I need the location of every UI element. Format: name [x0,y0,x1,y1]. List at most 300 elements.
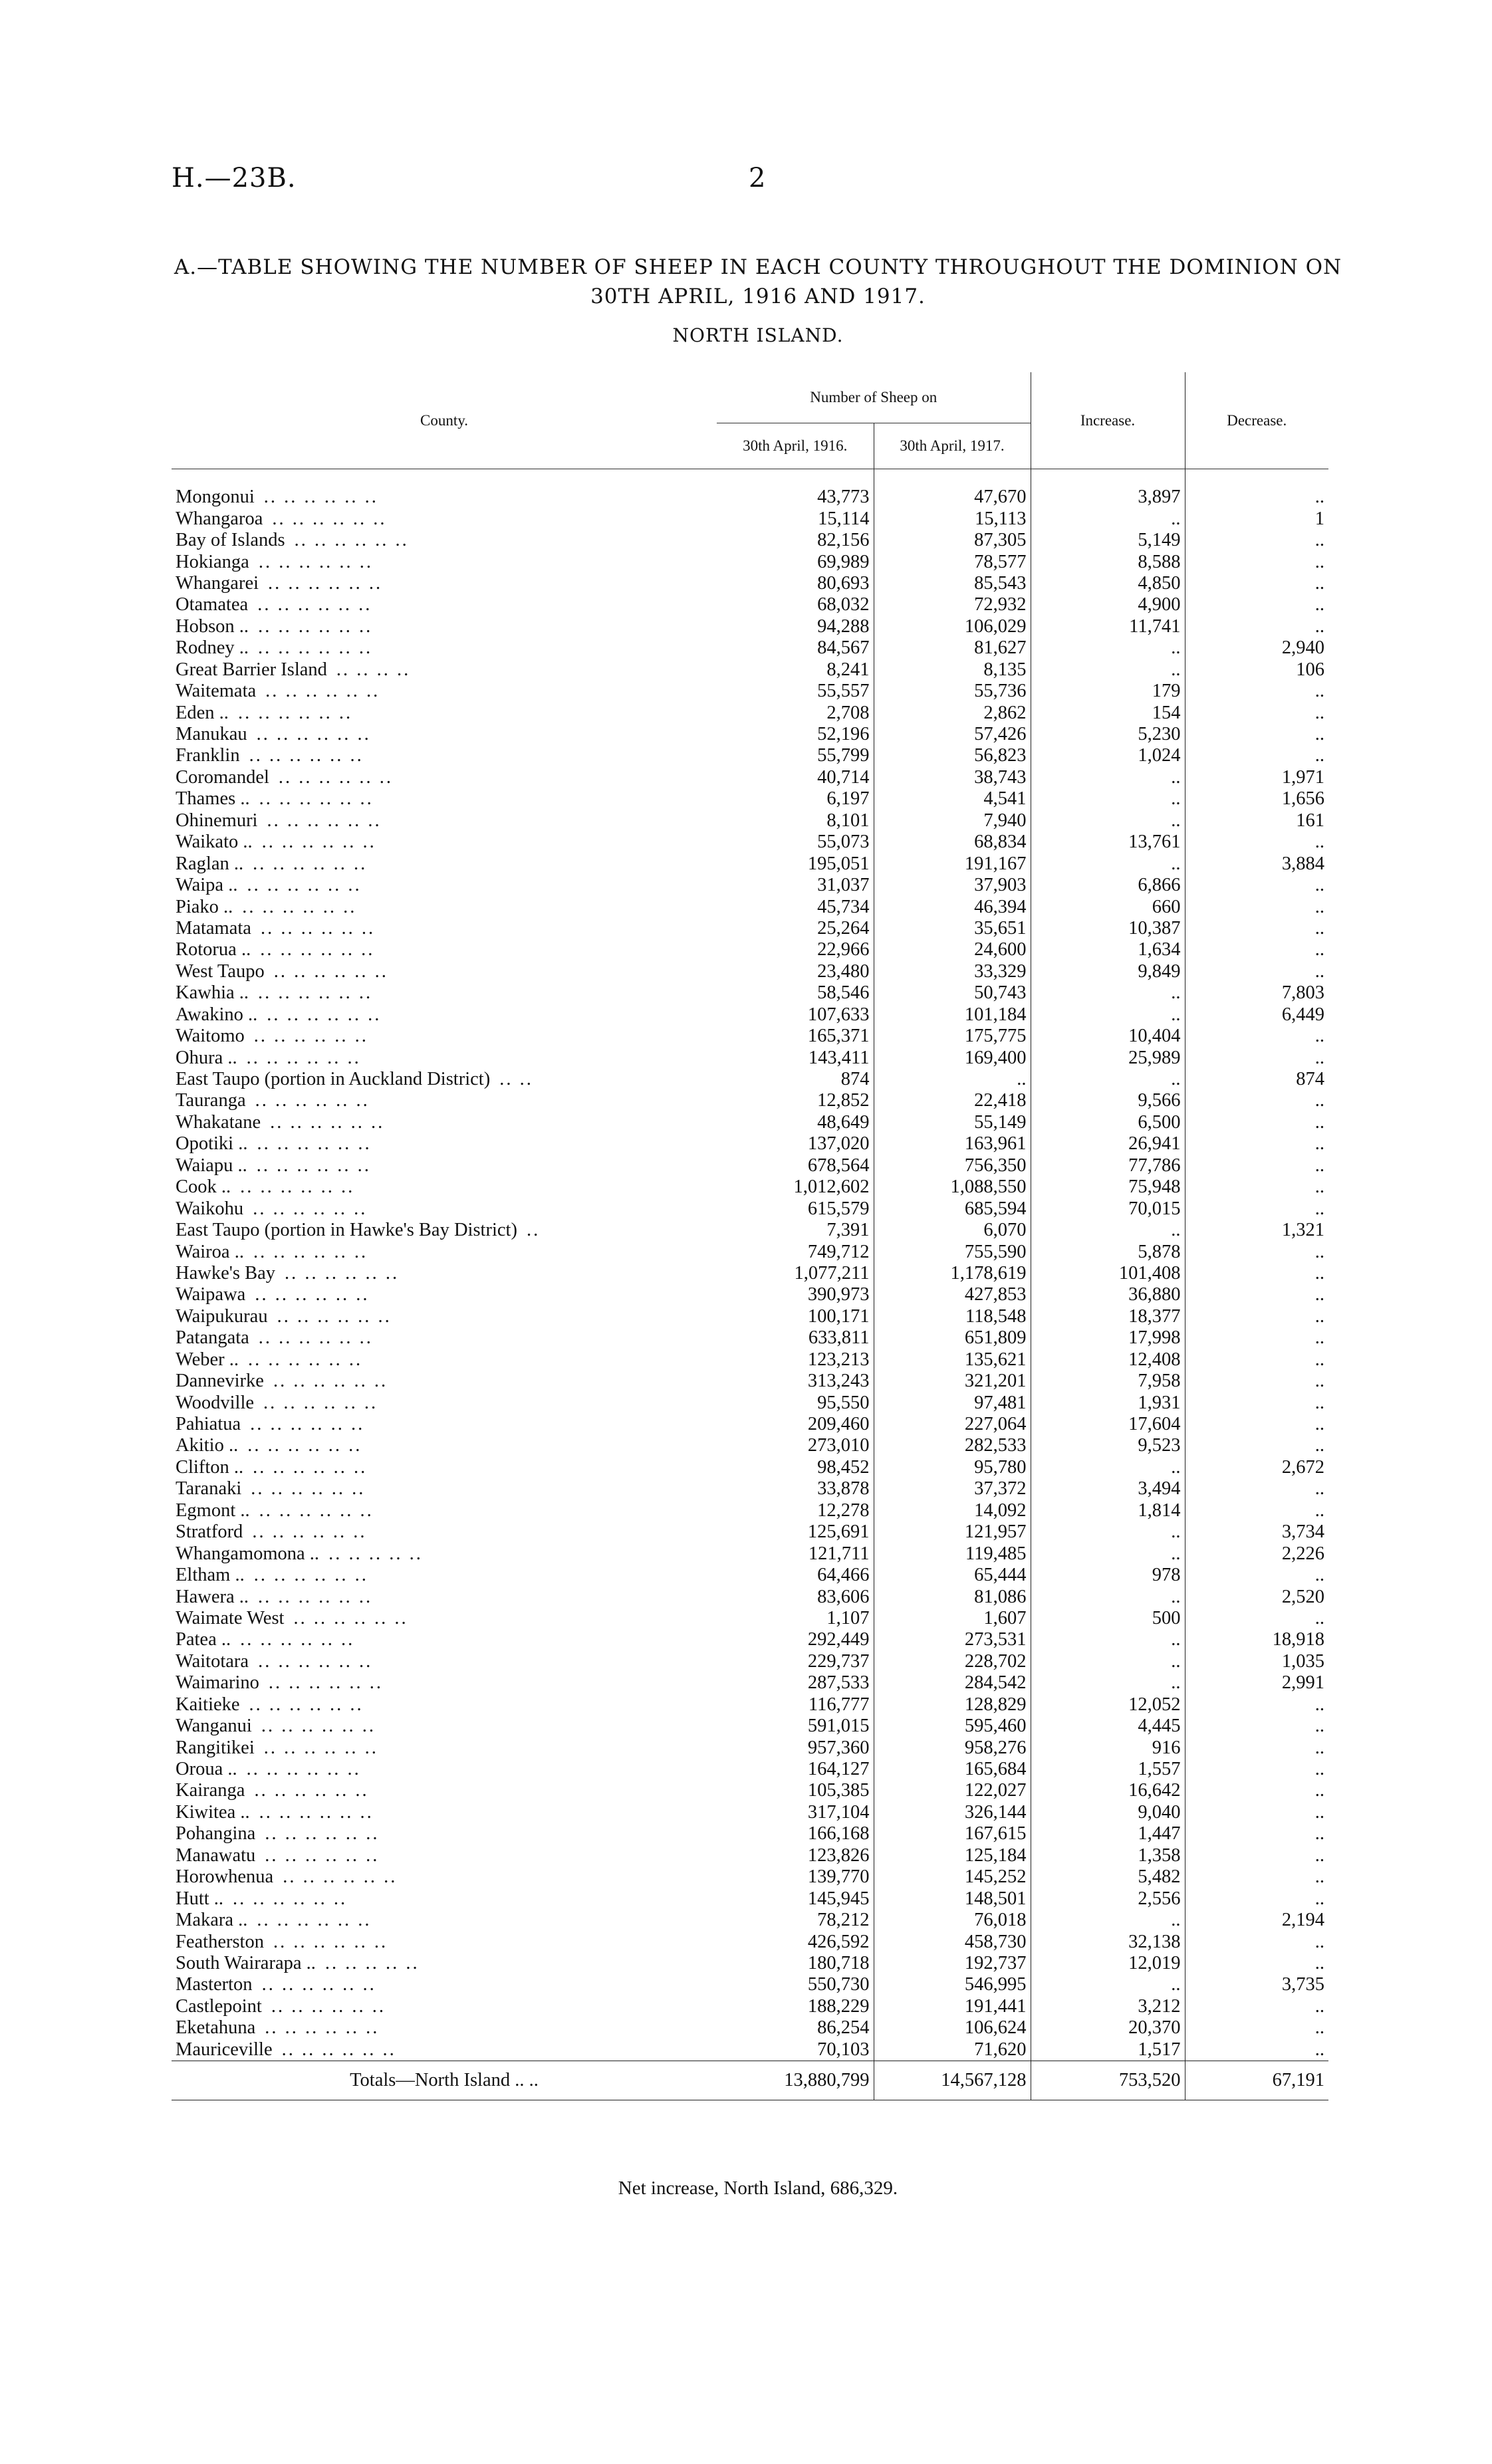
increase-value: .. [1031,1974,1185,1995]
table-row [172,1737,1328,1758]
county-label: Raglan .. [176,853,244,874]
sheep-1916: 52,196 [717,724,874,745]
increase-value: 5,482 [1031,1866,1185,1888]
county-label: Patangata [176,1327,249,1349]
sheep-1916: 98,452 [717,1457,874,1478]
totals-1916: 13,880,799 [717,2061,874,2100]
county-label: Weber .. [176,1349,239,1370]
leader-dots: .. .. .. .. .. .. [257,594,372,616]
county-label: Waiapu .. [176,1155,247,1176]
sheep-1917: 1,607 [874,1608,1031,1629]
increase-value: .. [1031,1457,1185,1478]
table-row [172,616,1328,637]
increase-value: .. [1031,1629,1185,1650]
leader-dots: .. .. .. .. .. .. [253,1456,368,1478]
increase-value: .. [1031,1586,1185,1607]
county-name [172,594,717,616]
county-name [172,1392,717,1413]
sheep-1916: 6,197 [717,788,874,810]
decrease-value: .. [1314,875,1324,896]
column-header-county: County. [172,372,717,469]
leader-dots: .. .. .. .. .. .. [250,1414,365,1435]
increase-value: .. [1031,1651,1185,1672]
table-row [172,2017,1328,2039]
decrease-value: .. [1314,1392,1324,1413]
county-label: Kairanga [176,1780,245,1801]
county-label: Oroua .. [176,1759,237,1780]
sheep-1917: 163,961 [874,1133,1031,1155]
increase-value: .. [1031,810,1185,832]
county-label: Eden .. [176,702,229,723]
decrease-value: .. [1314,1607,1324,1628]
table-row [172,1500,1328,1521]
county-name [172,1176,717,1198]
table-row [172,637,1328,659]
increase-value: .. [1031,788,1185,810]
leader-dots: .. .. .. .. .. .. [265,1823,380,1845]
table-row [172,1866,1328,1888]
sheep-1917: 72,932 [874,594,1031,616]
table-row [172,1478,1328,1500]
decrease-value: .. [1314,572,1324,594]
leader-dots: .. .. .. .. .. .. [247,875,362,896]
county-label: Opotiki .. [176,1133,248,1155]
sheep-1916: 678,564 [717,1155,874,1176]
table-row [172,724,1328,745]
table-row [172,702,1328,723]
table-row [172,1026,1328,1047]
sheep-1916: 180,718 [717,1953,874,1974]
sheep-1917: 191,441 [874,1996,1031,2017]
decrease-value: 3,734 [1281,1521,1324,1543]
table-row [172,681,1328,702]
sheep-1917: 7,940 [874,810,1031,832]
increase-value: .. [1031,1069,1185,1090]
table-row [172,1910,1328,1931]
sheep-1917: 55,149 [874,1112,1031,1133]
leader-dots: .. .. .. .. .. .. [265,681,380,702]
leader-dots: .. .. .. .. .. .. [273,1371,388,1392]
sheep-1916: 68,032 [717,594,874,616]
sheep-1916: 123,826 [717,1845,874,1866]
decrease-value: 1 [1314,508,1324,529]
increase-value: .. [1031,982,1185,1004]
increase-value: 11,741 [1031,616,1185,637]
leader-dots: .. .. .. .. .. .. [260,939,375,960]
increase-value: 660 [1031,896,1185,917]
sheep-1917: 4,541 [874,788,1031,810]
county-name [172,1327,717,1349]
leader-dots: .. .. .. .. .. .. [249,1694,364,1715]
column-header-increase: Increase. [1031,372,1185,469]
county-name [172,659,717,681]
increase-value: 916 [1031,1737,1185,1758]
decrease-value: .. [1314,1737,1324,1758]
county-label: Waikato .. [176,832,253,853]
table-row [172,1090,1328,1111]
increase-value: 4,900 [1031,594,1185,616]
totals-increase: 753,520 [1031,2061,1185,2100]
sheep-1917: 38,743 [874,767,1031,788]
table-row [172,659,1328,681]
leader-dots: .. .. .. .. .. .. [237,702,353,723]
leader-dots: .. .. .. .. .. .. [255,1090,370,1111]
sheep-1917: 128,829 [874,1694,1031,1716]
sheep-1917: 175,775 [874,1026,1031,1047]
table-row [172,982,1328,1004]
table-row [172,1802,1328,1823]
county-label: Patea .. [176,1629,231,1650]
sheep-1917: 71,620 [874,2039,1031,2061]
table-row [172,1759,1328,1780]
sheep-1916: 209,460 [717,1414,874,1435]
table-row [172,1198,1328,1219]
decrease-value: .. [1314,745,1324,766]
increase-value: 9,523 [1031,1435,1185,1456]
leader-dots: .. .. .. .. .. .. [240,1629,355,1650]
decrease-value: 6,449 [1281,1004,1324,1025]
increase-value: 1,557 [1031,1759,1185,1780]
county-name [172,1521,717,1543]
increase-value: 18,377 [1031,1306,1185,1327]
decrease-value: .. [1314,1111,1324,1133]
sheep-1917: 958,276 [874,1737,1031,1758]
decrease-value: .. [1314,1780,1324,1801]
sheep-1917: 46,394 [874,896,1031,917]
document-reference: H.—23B. [172,163,297,193]
sheep-1917: 427,853 [874,1284,1031,1305]
increase-value: .. [1031,1220,1185,1241]
sheep-1916: 58,546 [717,982,874,1004]
table-row [172,1565,1328,1586]
county-label: Waimarino [176,1672,259,1694]
leader-dots: .. .. .. .. .. .. [253,1198,368,1219]
sheep-1917: 1,178,619 [874,1263,1031,1284]
leader-dots: .. .. .. .. .. .. [261,1974,376,1995]
county-name [172,1478,717,1500]
county-label: Eketahuna [176,2017,256,2039]
table-row [172,1004,1328,1026]
sheep-1917: 85,543 [874,573,1031,594]
county-name [172,1672,717,1694]
sheep-1916: 1,077,211 [717,1263,874,1284]
sheep-1917: 101,184 [874,1004,1031,1026]
county-name [172,1112,717,1133]
increase-value: 1,634 [1031,939,1185,960]
leader-dots: .. .. .. .. .. .. [294,530,409,551]
increase-value: 13,761 [1031,832,1185,853]
increase-value: 9,566 [1031,1090,1185,1111]
county-name [172,767,717,788]
leader-dots: .. .. .. .. .. .. [284,1262,400,1284]
county-label: Kaitieke [176,1694,240,1715]
increase-value: 6,500 [1031,1112,1185,1133]
net-increase-note: Net increase, North Island, 686,329. [618,2178,898,2199]
county-label: Rodney .. [176,637,249,659]
leader-dots: .. .. .. .. .. .. [259,1500,374,1521]
increase-value: 179 [1031,681,1185,702]
table-row [172,1586,1328,1607]
county-name [172,1823,717,1845]
table-row [172,1371,1328,1392]
county-label: Tauranga [176,1090,246,1111]
increase-value: .. [1031,853,1185,874]
sheep-1917: 2,862 [874,702,1031,723]
table-row [172,1392,1328,1413]
sheep-1916: 615,579 [717,1198,874,1219]
sheep-1916: 8,101 [717,810,874,832]
decrease-value: 1,971 [1281,766,1324,788]
sheep-1916: 749,712 [717,1241,874,1262]
increase-value: 9,040 [1031,1802,1185,1823]
table-row [172,530,1328,551]
leader-dots: .. .. .. .. .. .. [256,724,371,745]
table-row [172,767,1328,788]
sheep-1916: 94,288 [717,616,874,637]
sheep-1917: 97,481 [874,1392,1031,1413]
sheep-1916: 70,103 [717,2039,874,2061]
sheep-1916: 31,037 [717,875,874,896]
decrease-value: .. [1314,917,1324,939]
increase-value: 1,447 [1031,1823,1185,1845]
decrease-value: .. [1314,960,1324,982]
county-name [172,1996,717,2017]
county-name [172,1608,717,1629]
county-name [172,1931,717,1952]
decrease-value: .. [1314,1133,1324,1155]
sheep-1917: 165,684 [874,1759,1031,1780]
sheep-1917: 273,531 [874,1629,1031,1650]
county-name [172,1953,717,1974]
leader-dots: .. .. .. .. .. [324,1952,420,1973]
increase-value: 20,370 [1031,2017,1185,2039]
table-row [172,1349,1328,1371]
county-label: Kawhia .. [176,982,249,1004]
sheep-1916: 95,550 [717,1392,874,1413]
increase-value: 101,408 [1031,1263,1185,1284]
sheep-1917: 78,577 [874,551,1031,572]
table-row [172,918,1328,939]
sheep-1916: 137,020 [717,1133,874,1155]
county-label: Castlepoint [176,1995,262,2017]
sheep-1916: 188,229 [717,1996,874,2017]
table-row [172,1953,1328,1974]
county-label: Rotorua .. [176,939,251,960]
county-label: Horowhenua [176,1866,274,1888]
sheep-1916: 86,254 [717,2017,874,2039]
decrease-value: .. [1314,1478,1324,1500]
sheep-1916: 45,734 [717,896,874,917]
county-label: Cook .. [176,1176,231,1198]
county-label: West Taupo [176,960,265,982]
sheep-1916: 2,708 [717,702,874,723]
sheep-1916: 107,633 [717,1004,874,1026]
leader-dots: .. .. [499,1069,533,1090]
sheep-1917: 685,594 [874,1198,1031,1219]
sheep-1917: 106,029 [874,616,1031,637]
increase-value: 5,230 [1031,724,1185,745]
decrease-value: .. [1314,1090,1324,1111]
totals-row [172,2061,1328,2100]
column-header-number-of-sheep: Number of Sheep on [717,372,1031,423]
sheep-1917: 135,621 [874,1349,1031,1371]
county-name [172,1845,717,1866]
county-name [172,875,717,896]
county-name [172,702,717,723]
county-label: Hawera .. [176,1586,249,1607]
county-name [172,1737,717,1758]
decrease-value: .. [1314,832,1324,853]
leader-dots: .. .. .. .. .. .. [270,1111,385,1133]
leader-dots: .. .. .. .. .. .. [254,1780,369,1801]
sheep-1916: 83,606 [717,1586,874,1607]
leader-dots: .. .. .. .. .. .. [240,1176,355,1198]
leader-dots: .. .. .. .. .. [328,1543,423,1564]
county-label: Whangamomona .. [176,1543,320,1564]
decrease-value: .. [1314,1026,1324,1047]
table-row [172,1047,1328,1068]
table-row [172,810,1328,832]
sheep-1916: 64,466 [717,1565,874,1586]
increase-value: 75,948 [1031,1176,1185,1198]
sheep-1917: 651,809 [874,1327,1031,1349]
increase-value: 1,024 [1031,745,1185,766]
leader-dots: .. .. .. .. .. .. [252,1521,367,1543]
sheep-1917: 76,018 [874,1910,1031,1931]
leader-dots: .. .. .. .. .. .. [260,917,376,939]
sheep-1916: 125,691 [717,1521,874,1543]
county-label: Manukau [176,724,247,745]
county-label: Masterton [176,1974,253,1995]
leader-dots: .. .. .. .. .. .. [281,2039,396,2060]
decrease-value: .. [1314,1565,1324,1586]
increase-value: 17,604 [1031,1414,1185,1435]
sheep-1917: 35,651 [874,918,1031,939]
table-row [172,1069,1328,1090]
sheep-1917: 227,064 [874,1414,1031,1435]
leader-dots: .. .. .. .. .. .. [267,1004,382,1025]
county-label: Hutt .. [176,1888,224,1909]
decrease-value: .. [1314,1176,1324,1198]
sheep-1917: 81,086 [874,1586,1031,1607]
increase-value: 70,015 [1031,1198,1185,1219]
leader-dots: .. .. .. .. .. .. [253,1241,368,1262]
sheep-1917: 68,834 [874,832,1031,853]
decrease-value: 2,672 [1281,1456,1324,1478]
sheep-1916: 313,243 [717,1371,874,1392]
increase-value: 9,849 [1031,961,1185,982]
table-row [172,853,1328,874]
sheep-1917: 121,957 [874,1521,1031,1543]
county-name [172,745,717,766]
sheep-1916: 25,264 [717,918,874,939]
increase-value: 26,941 [1031,1133,1185,1155]
table-row [172,573,1328,594]
leader-dots: .. .. .. .. .. .. [265,1845,380,1866]
sheep-1916: 69,989 [717,551,874,572]
table-row [172,1220,1328,1241]
county-label: Hobson .. [176,616,249,637]
sheep-1916: 195,051 [717,853,874,874]
county-label: Clifton .. [176,1456,244,1478]
county-label: Wanganui [176,1716,252,1737]
sheep-1916: 105,385 [717,1780,874,1801]
increase-value: .. [1031,659,1185,681]
sheep-1916: 123,213 [717,1349,874,1371]
sheep-1917: 167,615 [874,1823,1031,1845]
county-name [172,508,717,529]
sheep-1917: 125,184 [874,1845,1031,1866]
leader-dots: .. .. .. .. .. .. [258,1650,373,1672]
county-name [172,681,717,702]
sheep-1917: 15,113 [874,508,1031,529]
sheep-1917: 192,737 [874,1953,1031,1974]
leader-dots: .. .. .. .. .. .. [257,1910,372,1931]
county-name [172,832,717,853]
sheep-1917: 6,070 [874,1220,1031,1241]
sheep-1916: 591,015 [717,1716,874,1737]
leader-dots: .. .. .. .. .. .. [259,788,374,810]
sheep-1916: 100,171 [717,1306,874,1327]
sheep-1917: 57,426 [874,724,1031,745]
leader-dots: .. .. .. .. .. .. [258,982,373,1004]
sheep-1917: 148,501 [874,1888,1031,1909]
county-name [172,1004,717,1026]
county-name [172,616,717,637]
leader-dots: .. .. .. .. .. .. [249,745,364,766]
county-name [172,1435,717,1456]
county-label: Hokianga [176,551,249,572]
county-name [172,918,717,939]
sheep-1917: 37,372 [874,1478,1031,1500]
sheep-1917: .. [874,1069,1031,1090]
decrease-value: 1,656 [1281,788,1324,810]
table-row [172,1327,1328,1349]
county-label: Ohura .. [176,1047,237,1068]
decrease-value: .. [1314,1759,1324,1780]
sheep-1917: 191,167 [874,853,1031,874]
decrease-value: 874 [1296,1069,1324,1090]
county-label: Waipukurau [176,1305,268,1327]
sheep-1917: 37,903 [874,875,1031,896]
county-label: Egmont .. [176,1500,250,1521]
sheep-table [172,372,1328,2100]
table-row [172,1241,1328,1262]
sheep-1916: 166,168 [717,1823,874,1845]
decrease-value: .. [1314,1694,1324,1715]
decrease-value: .. [1314,530,1324,551]
county-label: Waipawa [176,1284,246,1305]
increase-value: .. [1031,1004,1185,1026]
increase-value: 17,998 [1031,1327,1185,1349]
county-name [172,810,717,832]
county-label: Awakino .. [176,1004,258,1025]
county-name [172,2039,717,2061]
increase-value: .. [1031,1910,1185,1931]
leader-dots: .. .. .. .. .. .. [293,1607,408,1628]
county-label: Wairoa .. [176,1241,244,1262]
decrease-value: .. [1314,1500,1324,1521]
leader-dots: .. .. .. .. .. .. [257,1586,373,1607]
table-row [172,832,1328,853]
table-row [172,2039,1328,2061]
increase-value: 2,556 [1031,1888,1185,1909]
county-name [172,1241,717,1262]
sheep-1916: 550,730 [717,1974,874,1995]
decrease-value: .. [1314,1349,1324,1370]
table-row [172,1996,1328,2017]
county-name [172,1414,717,1435]
